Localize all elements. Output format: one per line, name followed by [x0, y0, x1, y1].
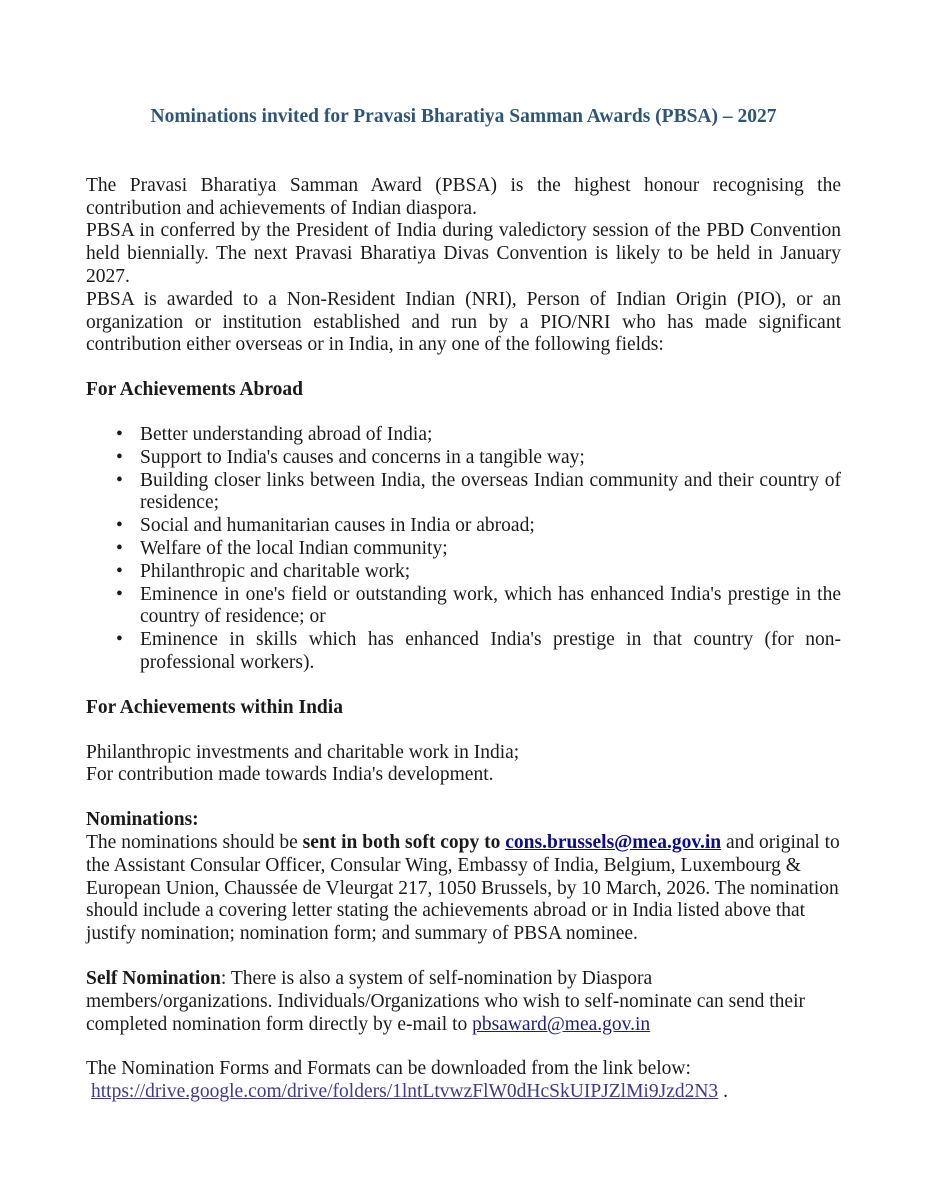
bullet-item: • Eminence in one's field or outstanding work, which has enhanced India's prestige in the country of residence; or	[86, 584, 841, 630]
bullet-item: • Eminence in skills which has enhanced India's prestige in that country (for non-professional workers).	[86, 629, 841, 675]
bullet-item: • Welfare of the local Indian community;	[86, 538, 841, 561]
forms-link-line	[86, 1081, 841, 1104]
forms-intro-line: The Nomination Forms and Formats can be downloaded from the link below:	[86, 1058, 691, 1080]
bullet-item: • Building closer links between India, the overseas Indian community and their country of residence;	[86, 470, 841, 516]
heading-nominations: Nominations:	[86, 809, 199, 831]
page-title: Nominations invited for Pravasi Bharatiya Samman Awards (PBSA) – 2027	[150, 106, 777, 127]
text-run: The nominations should be	[86, 831, 303, 853]
intro-paragraph: The Pravasi Bharatiya Samman Award (PBSA) is the highest honour recognising the contribution and achievements of Indian diaspora.	[86, 174, 841, 219]
link-suffix: .	[718, 1081, 728, 1103]
intro-paragraph: PBSA is awarded to a Non-Resident Indian (NRI), Person of Indian Origin (PIO), or an organization or institution established and run by a PIO/NRI who has made significant contribution either overseas or in India, in any one of the following fields:	[86, 288, 841, 356]
self-nomination-label: Self Nomination	[86, 967, 221, 989]
achievements-abroad-list	[86, 424, 841, 675]
bullet-item: • Social and humanitarian causes in India or abroad;	[86, 515, 841, 538]
achievements-india-lines	[86, 742, 841, 788]
drive-folder-link[interactable]: https://drive.google.com/drive/folders/1lntLtvwzFlW0dHcSkUIPJZlMi9Jzd2N3	[91, 1081, 719, 1103]
india-line-2: For contribution made towards India's development.	[86, 764, 494, 786]
text-run: and original to the Assistant Consular Officer, Consular Wing, Embassy of India, Belgium, Luxembourg & European Union, Chaussée de Vleurgat 217, 1050 Brussels, by 10 March, 2026. The nomination should include a covering letter stating the achievements abroad or in India listed above that justify nomination; nomination form; and summary of PBSA nominee.	[86, 831, 840, 945]
heading-achievements-abroad: For Achievements Abroad	[86, 379, 304, 401]
india-line-1: Philanthropic investments and charitable work in India;	[86, 741, 520, 763]
heading-achievements-within-india: For Achievements within India	[86, 696, 343, 718]
bullet-item: • Better understanding abroad of India;	[86, 424, 841, 447]
pbsaward-email-link[interactable]: pbsaward@mea.gov.in	[472, 1013, 651, 1035]
intro-paragraph: PBSA in conferred by the President of India during valedictory session of the PBD Convention held biennially. The next Pravasi Bharatiya Divas Convention is likely to be held in January 2027.	[86, 220, 841, 287]
self-nomination-paragraph	[86, 968, 841, 1036]
text-run: sent in both soft copy to	[302, 831, 506, 853]
cons-brussels-email-link[interactable]: cons.brussels@mea.gov.in	[505, 831, 722, 853]
forms-download-block	[86, 1058, 841, 1104]
text-run: : There is also a system of self-nomination by Diaspora members/organizations. Individuals/Organizations who wish to self-nominate can send their completed nomination form directly by e-mail to	[86, 967, 805, 1035]
nominations-body	[86, 832, 841, 946]
bullet-item: • Philanthropic and charitable work;	[86, 561, 841, 584]
intro-paragraphs	[86, 175, 841, 357]
bullet-item: • Support to India's causes and concerns in a tangible way;	[86, 447, 841, 470]
